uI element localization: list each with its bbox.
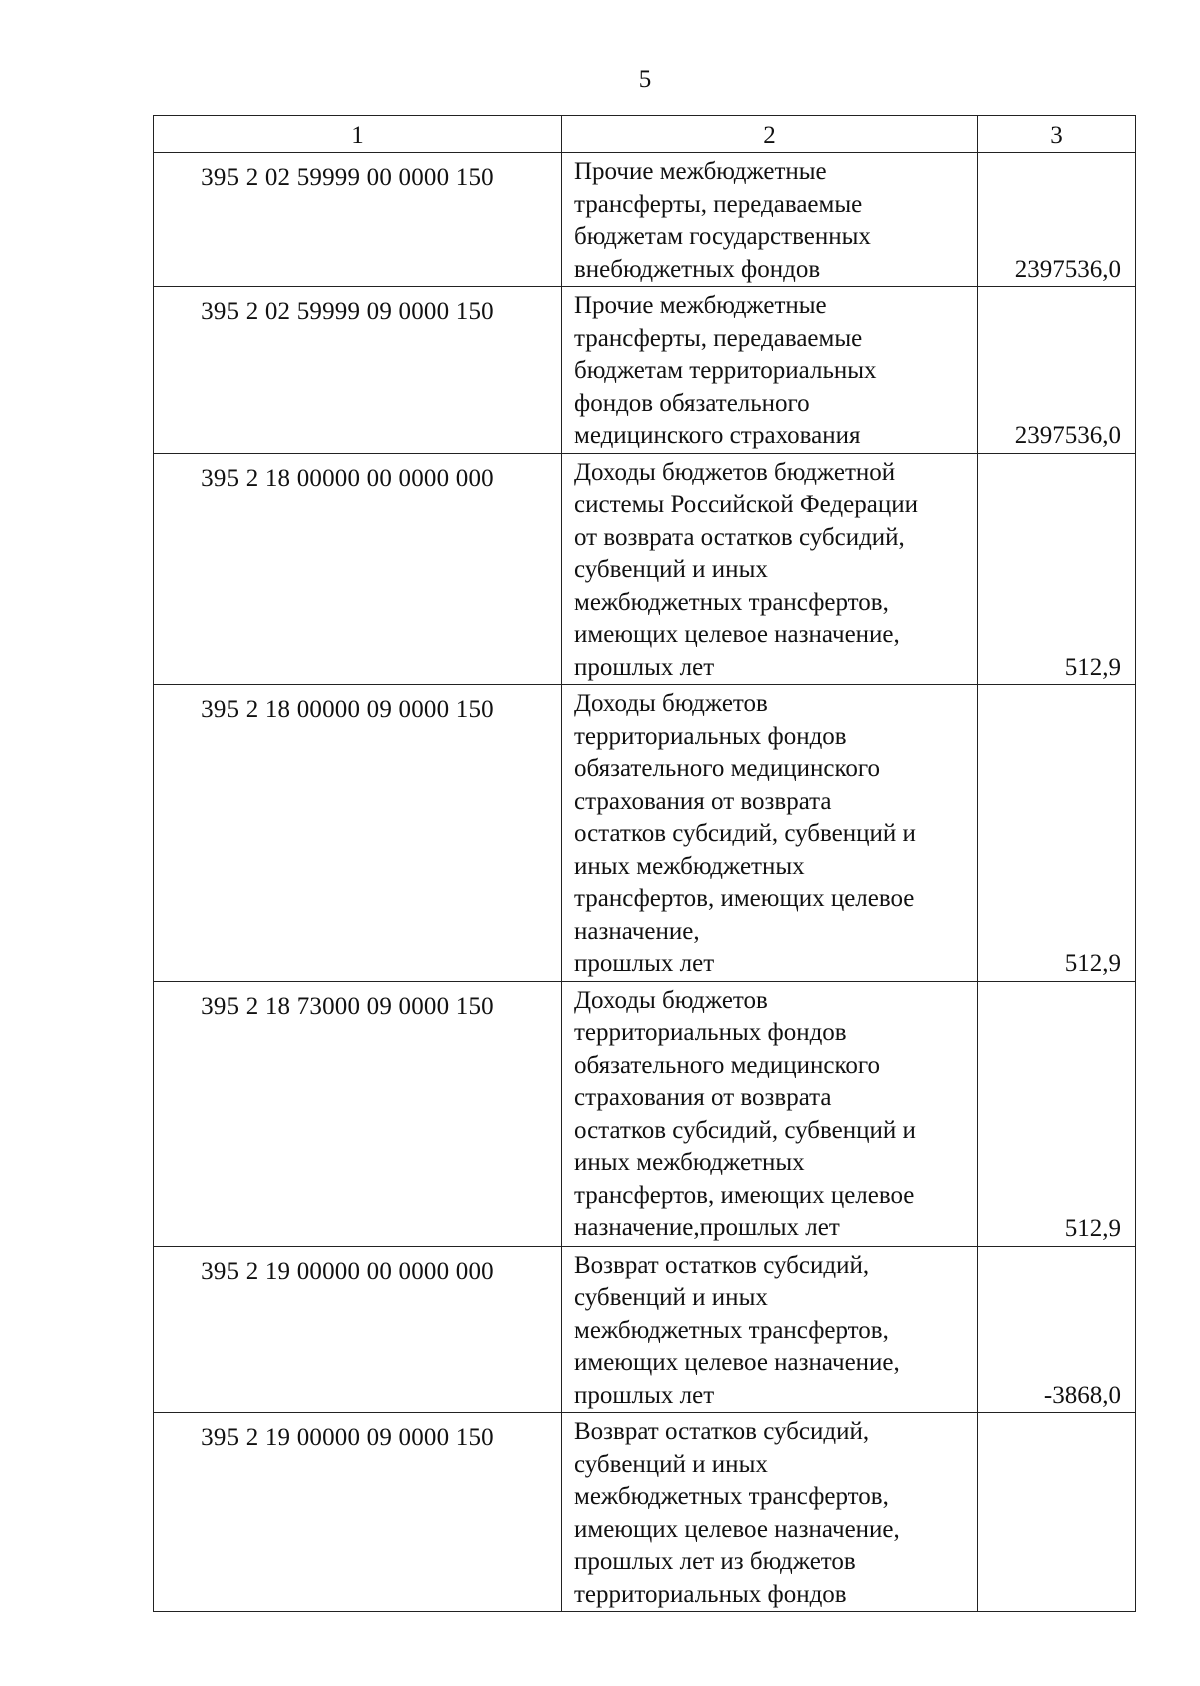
budget-code-cell: 395 2 02 59999 09 0000 150	[154, 287, 562, 454]
income-name-cell: Возврат остатков субсидий, субвенций и иных межбюджетных трансфертов, имеющих целевое назначение, прошлых лет из бюджетов территориальных фондов	[562, 1413, 978, 1612]
income-name-cell: Доходы бюджетов территориальных фондов обязательного медицинского страхования от возврата остатков субсидий, субвенций и иных межбюджетных трансфертов, имеющих целевое назначение,прошлых лет	[562, 981, 978, 1246]
amount-cell: 2397536,0	[978, 153, 1136, 287]
budget-code-cell: 395 2 18 73000 09 0000 150	[154, 981, 562, 1246]
table-header-row	[154, 116, 1136, 153]
page-number: 5	[638, 66, 652, 93]
amount-cell	[978, 1413, 1136, 1612]
amount-cell: 512,9	[978, 453, 1136, 685]
table-row	[154, 153, 1136, 287]
table-row	[154, 685, 1136, 982]
budget-code-cell: 395 2 19 00000 09 0000 150	[154, 1413, 562, 1612]
table-row	[154, 981, 1136, 1246]
income-name-cell: Прочие межбюджетные трансферты, передаваемые бюджетам государственных внебюджетных фондов	[562, 153, 978, 287]
income-name-cell: Доходы бюджетов территориальных фондов обязательного медицинского страхования от возврата остатков субсидий, субвенций и иных межбюджетных трансфертов, имеющих целевое назначение, прошлых лет	[562, 685, 978, 982]
amount-cell: -3868,0	[978, 1246, 1136, 1413]
table-row	[154, 1246, 1136, 1413]
income-name-cell: Доходы бюджетов бюджетной системы Российской Федерации от возврата остатков субсидий, субвенций и иных межбюджетных трансфертов, имеющих целевое назначение, прошлых лет	[562, 453, 978, 685]
column-header-2: 2	[562, 116, 978, 153]
amount-cell: 2397536,0	[978, 287, 1136, 454]
income-name-cell: Прочие межбюджетные трансферты, передаваемые бюджетам территориальных фондов обязательного медицинского страхования	[562, 287, 978, 454]
table-row	[154, 1413, 1136, 1612]
table-row	[154, 453, 1136, 685]
amount-cell: 512,9	[978, 685, 1136, 982]
revenue-table	[153, 115, 1136, 1612]
column-header-1: 1	[154, 116, 562, 153]
column-header-3: 3	[978, 116, 1136, 153]
budget-code-cell: 395 2 18 00000 00 0000 000	[154, 453, 562, 685]
table-row	[154, 287, 1136, 454]
budget-code-cell: 395 2 19 00000 00 0000 000	[154, 1246, 562, 1413]
budget-code-cell: 395 2 18 00000 09 0000 150	[154, 685, 562, 982]
amount-cell: 512,9	[978, 981, 1136, 1246]
budget-code-cell: 395 2 02 59999 00 0000 150	[154, 153, 562, 287]
income-name-cell: Возврат остатков субсидий, субвенций и иных межбюджетных трансфертов, имеющих целевое назначение, прошлых лет	[562, 1246, 978, 1413]
